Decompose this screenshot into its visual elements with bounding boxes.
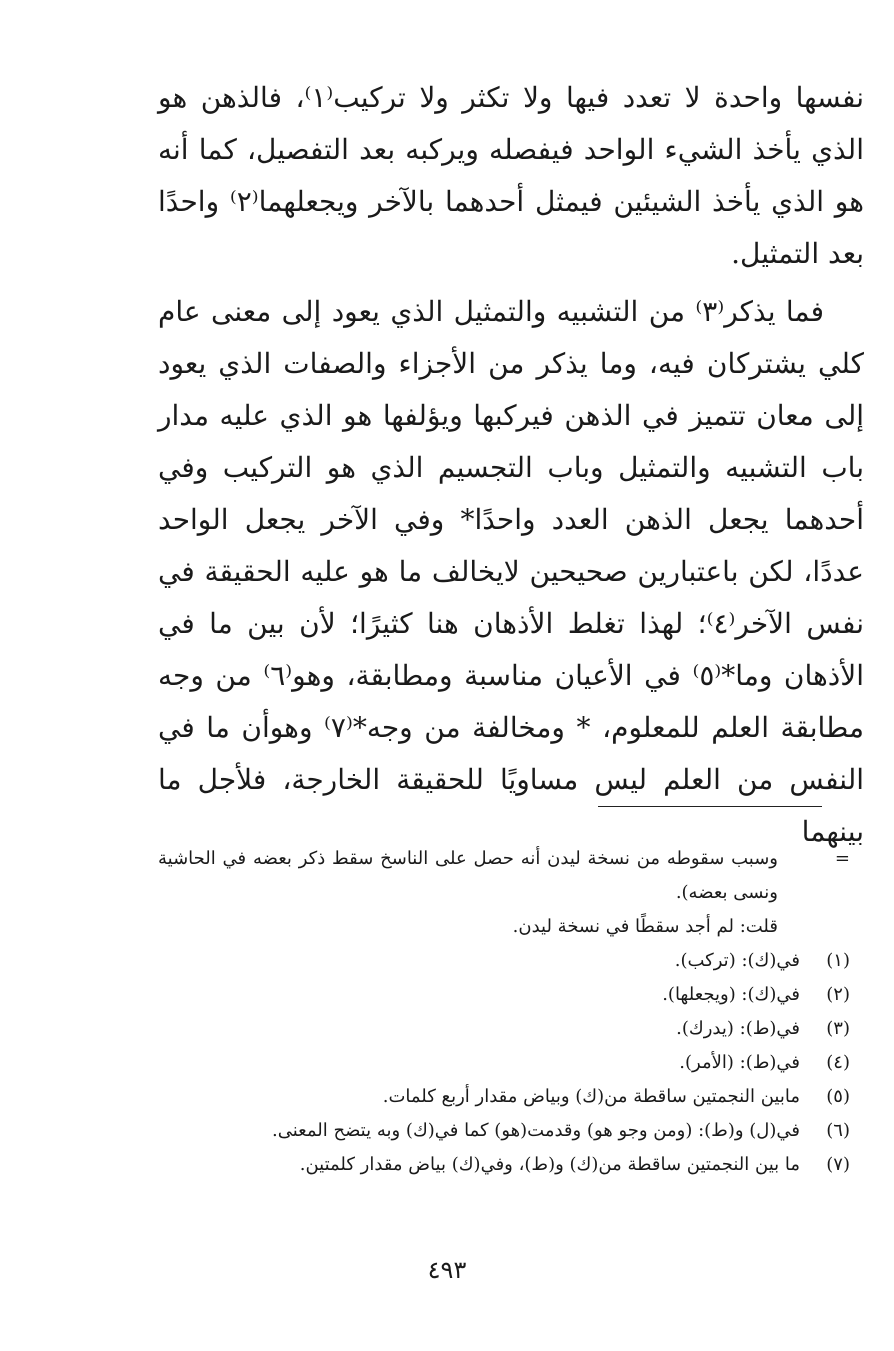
footnote-item	[150, 1046, 850, 1080]
footnote-text: مابين النجمتين ساقطة من(ك) وبياض مقدار أربع كلمات.	[382, 1086, 800, 1107]
main-text	[158, 72, 864, 858]
footnote-number: (٧)	[826, 1154, 850, 1175]
footnote-number: (٢)	[826, 984, 850, 1005]
footnote-list	[150, 944, 850, 1182]
continuation-text: وسبب سقوطه من نسخة ليدن أنه حصل على الناسخ سقط ذكر بعضه في الحاشية ونسى بعضه).	[158, 848, 778, 903]
footnote-item	[150, 1080, 850, 1114]
footnote-number: (٦)	[826, 1120, 850, 1141]
footnote-text: في(ط): (يدرك).	[676, 1018, 800, 1039]
footnote-text: في(ك): (تركب).	[674, 950, 800, 971]
footnote-item	[150, 1012, 850, 1046]
footnote-number: (٣)	[826, 1018, 850, 1039]
footnotes	[150, 842, 850, 1182]
paragraph-1: نفسها واحدة لا تعدد فيها ولا تكثر ولا تركيب⁽١⁾، فالذهن هو الذي يأخذ الشيء الواحد فيفصله ويركبه بعد التفصيل، كما أنه هو الذي يأخذ الشيئين فيمثل أحدهما بالآخر ويجعلهما⁽٢⁾ واحدًا بعد التمثيل.	[158, 81, 864, 270]
footnote-item	[150, 944, 850, 978]
paragraph-2: فما يذكر⁽٣⁾ من التشبيه والتمثيل الذي يعود إلى معنى عام كلي يشتركان فيه، وما يذكر من الأجزاء والصفات الذي يعود إلى معان تتميز في الذهن فيركبها ويؤلفها هو الذي عليه مدار باب التشبيه والتمثيل وباب التجسيم الذي هو التركيب وفي أحدهما يجعل الذهن العدد واحدًا* وفي الآخر يجعل الواحد عددًا، لكن باعتبارين صحيحين لايخالف ما هو عليه الحقيقة في نفس الآخر⁽٤⁾؛ لهذا تغلط الأذهان هنا كثيرًا؛ لأن بين ما في الأذهان وما*⁽٥⁾ في الأعيان مناسبة ومطابقة، وهو⁽٦⁾ من وجه مطابقة العلم للمعلوم، * ومخالفة من وجه*⁽٧⁾ وهوأن ما في النفس من العلم ليس مساويًا للحقيقة الخارجة، فلأجل ما بينهما	[158, 295, 865, 848]
footnote-item	[150, 1114, 850, 1148]
footnote-number: (٤)	[826, 1052, 850, 1073]
footnote-text: في(ك): (ويجعلها).	[662, 984, 800, 1005]
footnote-separator	[598, 806, 822, 807]
footnote-item	[150, 978, 850, 1012]
footnote-number: (٥)	[826, 1086, 850, 1107]
continuation-marker: =	[834, 848, 850, 869]
footnote-text: في(ل) و(ط): (ومن وجو هو) وقدمت(هو) كما في(ك) وبه يتضح المعنى.	[272, 1120, 800, 1141]
footnote-text: ما بين النجمتين ساقطة من(ك) و(ط)، وفي(ك) بياض مقدار كلمتين.	[299, 1154, 800, 1175]
footnote-item	[150, 1148, 850, 1182]
footnote-number: (١)	[826, 950, 850, 971]
page-number: ٤٩٣	[427, 1256, 467, 1284]
footnote-note: قلت: لم أجد سقطًا في نسخة ليدن.	[512, 916, 778, 937]
footnote-text: في(ط): (الأمر).	[679, 1052, 800, 1073]
footnote-continuation	[150, 842, 850, 910]
